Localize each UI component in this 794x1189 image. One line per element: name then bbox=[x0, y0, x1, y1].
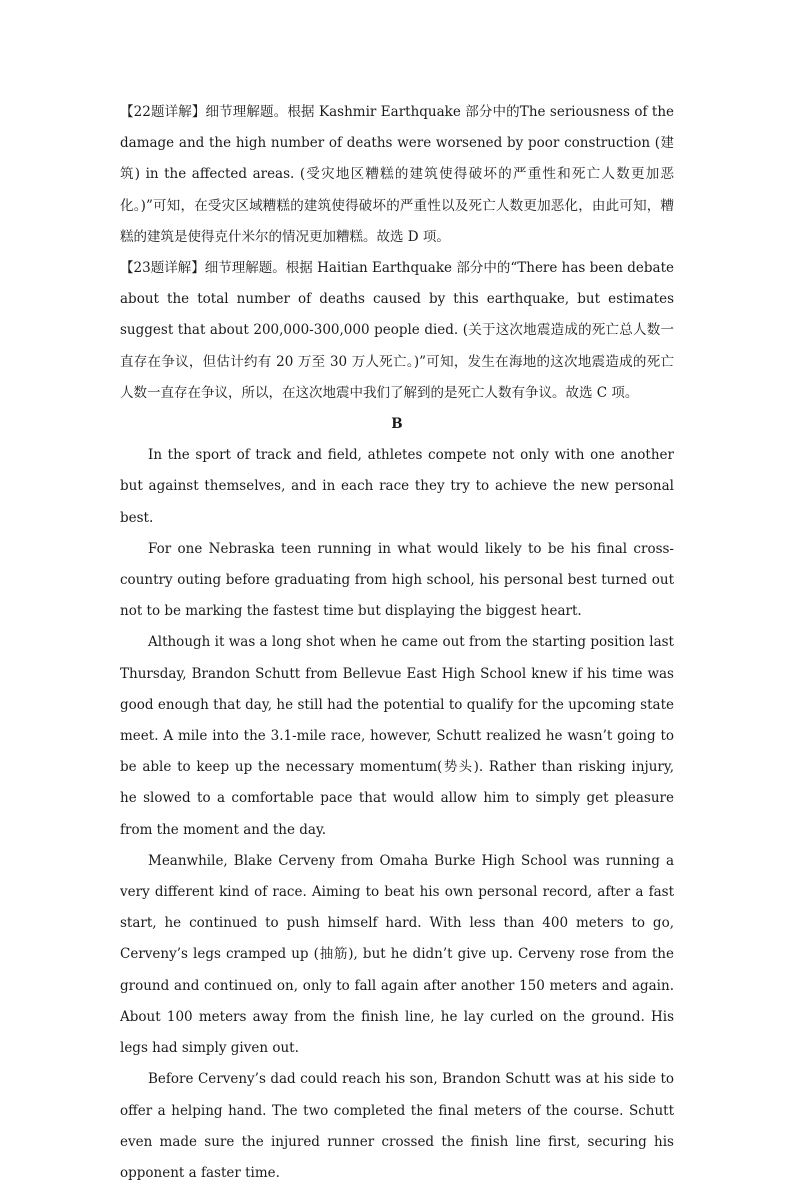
passage-paragraph-5: Before Cerveny’s dad could reach his son, Brandon Schutt was at his side to offer a helping hand. The two completed the final meters of the course. Schutt even made sure the injured runner crossed the finish line first, securing his opponent a faster time. bbox=[120, 1071, 674, 1181]
section-heading: B bbox=[391, 416, 403, 433]
passage-paragraph-1: In the sport of track and field, athletes compete not only with one another but against themselves, and in each race they try to achieve the new personal best. bbox=[120, 447, 674, 526]
explanation-23: 【23题详解】细节理解题。根据 Haitian Earthquake 部分中的“There has been debate about the total number of deaths caused by this earthquake, but estimates suggest that about 200,000-300,000 people died. (关于这次地震造成的死亡总人数一直存在争议，但估计约有 20 万至 30 万人死亡。)”可知，发生在海地的这次地震造成的死亡人数一直存在争议，所以，在这次地震中我们了解到的是死亡人数有争议。故选 C 项。 bbox=[120, 260, 674, 401]
explanation-22: 【22题详解】细节理解题。根据 Kashmir Earthquake 部分中的The seriousness of the damage and the high number of deaths were worsened by poor construction (建筑) in the affected areas. (受灾地区糟糕的建筑使得破坏的严重性和死亡人数更加恶化。)”可知，在受灾区域糟糕的建筑使得破坏的严重性以及死亡人数更加恶化，由此可知，糟糕的建筑是使得克什米尔的情况更加糟糕。故选 D 项。 bbox=[120, 104, 674, 245]
document-page bbox=[120, 97, 674, 1189]
passage-paragraph-3: Although it was a long shot when he came out from the starting position last Thursday, Brandon Schutt from Bellevue East High School knew if his time was good enough that day, he still had the potential to qualify for the upcoming state meet. A mile into the 3.1-mile race, however, Schutt realized he wasn’t going to be able to keep up the necessary momentum(势头). Rather than risking injury, he slowed to a comfortable pace that would allow him to simply get pleasure from the moment and the day. bbox=[120, 634, 674, 838]
passage-paragraph-4: Meanwhile, Blake Cerveny from Omaha Burke High School was running a very different kind of race. Aiming to beat his own personal record, after a fast start, he continued to push himself hard. With less than 400 meters to go, Cerveny’s legs cramped up (抽筋), but he didn’t give up. Cerveny rose from the ground and continued on, only to fall again after another 150 meters and again. About 100 meters away from the finish line, he lay curled on the ground. His legs had simply given out. bbox=[120, 852, 674, 1057]
passage-paragraph-2: For one Nebraska teen running in what would likely to be his final cross-country outing before graduating from high school, his personal best turned out not to be marking the fastest time but displaying the biggest heart. bbox=[120, 540, 674, 620]
